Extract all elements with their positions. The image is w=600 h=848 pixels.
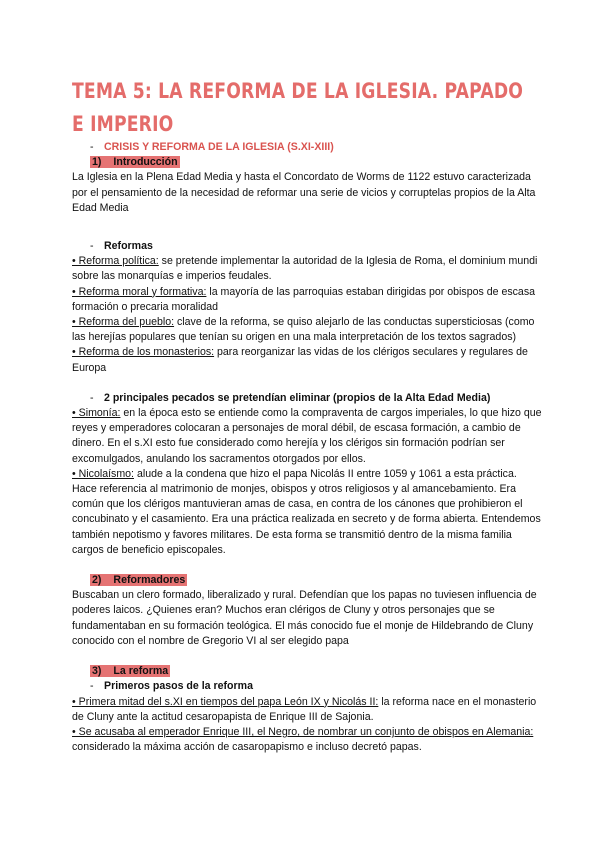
dash-bullet: - <box>90 680 94 693</box>
reformas-heading-text: Reformas <box>104 240 153 253</box>
reforma-politica-text: se pretende implementar la autoridad de la Iglesia de Roma, el dominium mundi sobre las monarquías e imperios feudales. <box>72 255 538 283</box>
dash-bullet: - <box>90 391 94 404</box>
intro-highlight <box>90 156 180 168</box>
section-heading-pecados <box>72 391 542 406</box>
reforma-politica-item <box>72 254 542 284</box>
reforma-pueblo-label: • Reforma del pueblo: <box>72 316 175 329</box>
reforma-moral-label: • Reforma moral y formativa: <box>72 285 207 298</box>
section-heading-crisis <box>72 140 542 155</box>
dash-bullet: - <box>90 240 94 253</box>
acusaba-text: considerado la máxima acción de casaropapismo e incluso decretó papas. <box>72 741 422 754</box>
acusaba-item <box>72 725 542 755</box>
intro-number: 1) <box>92 156 102 169</box>
dash-bullet: - <box>90 141 94 153</box>
reforma-politica-label: • Reforma política: <box>72 255 159 268</box>
section-heading-primeros <box>72 679 542 694</box>
pecados-heading-text: 2 principales pecados se pretendían eliminar (propios de la Alta Edad Media) <box>104 391 491 404</box>
intro-paragraph: La Iglesia en la Plena Edad Media y hasta el Concordato de Worms de 1122 estuvo caracterizada por el pensamiento de la necesidad de reformar una serie de vicios y corruptelas propios de la Alta Edad Media <box>72 171 536 214</box>
section-heading-reformas <box>72 239 542 254</box>
crisis-heading-text: CRISIS Y REFORMA DE LA IGLESIA (S.XI-XIII) <box>104 141 334 153</box>
page-title: TEMA 5: LA REFORMA DE LA IGLESIA. PAPADO E IMPERIO <box>72 79 524 136</box>
reforma-moral-text: la mayoría de las parroquias estaban dirigidas por obispos de escasa formación o precaria moralidad <box>72 285 536 313</box>
reforma-monasterios-label: • Reforma de los monasterios: <box>72 346 215 359</box>
intro-heading-text: Introducción <box>113 156 178 169</box>
nicolaismo-label: • Nicolaísmo: <box>72 467 134 480</box>
section-heading-reformadores <box>72 573 542 588</box>
acusaba-label: • Se acusaba al emperador Enrique III, el Negro, de nombrar un conjunto de obispos en Alemania: <box>72 725 534 738</box>
reformadores-highlight <box>90 574 187 586</box>
reforma-monasterios-item <box>72 345 542 375</box>
section-heading-reforma <box>72 664 542 679</box>
reforma-pueblo-item <box>72 315 542 345</box>
reforma-highlight <box>90 665 170 677</box>
reforma-monasterios-text: para reorganizar las vidas de los clérigos seculares y regulares de Europa <box>72 346 528 374</box>
reformadores-number: 2) <box>92 574 102 587</box>
primera-mitad-item <box>72 695 542 725</box>
reformadores-heading-text: Reformadores <box>113 574 186 587</box>
simonia-text: en la época esto se entiende como la compraventa de cargos imperiales, lo que hizo que reyes y emperadores colocaran a personajes de moral débil, de escasa formación, a cambio de dinero. En el s.XI esto fue considerado como herejía y los clérigos sin formación podrían ser excomulgados, anulando los sacramentos otorgados por ellos. <box>72 407 542 465</box>
reforma-number: 3) <box>92 665 102 678</box>
reforma-pueblo-text: clave de la reforma, se quiso alejarlo de las conductas supersticiosas (como las herejías populares que tenían su origen en una mala interpretación de los textos sagrados) <box>72 316 535 344</box>
primeros-heading-text: Primeros pasos de la reforma <box>104 680 253 693</box>
reforma-heading-text: La reforma <box>113 665 169 678</box>
primera-mitad-label: • Primera mitad del s.XI en tiempos del papa León IX y Nicolás II: <box>72 695 379 708</box>
reformadores-paragraph: Buscaban un clero formado, liberalizado y rural. Defendían que los papas no tuviesen influencia de poderes laicos. ¿Quienes eran? Muchos eran clérigos de Cluny y otros personajes que se fundamentaban en su formación teológica. El más conocido fue el monje de Hildebrando de Cluny conocido con el nombre de Gregorio VI al ser elegido papa <box>72 589 537 647</box>
primera-mitad-text: la reforma nace en el monasterio de Cluny ante la actitud cesaropapista de Enrique III de Sajonia. <box>72 695 537 723</box>
simonia-item <box>72 406 542 467</box>
simonia-label: • Simonía: <box>72 407 121 420</box>
nicolaismo-text: alude a la condena que hizo el papa Nicolás II entre 1059 y 1061 a esta práctica. Hace referencia al matrimonio de monjes, obispos y otros religiosos y al amancebamiento. Era común que los clérigos mantuvieran amas de casa, en contra de los cánones que prohibieron el concubinato y el casamiento. Era una práctica realizada en secreto y de forma abierta. Entendemos también nepotismo y favores militares. De esta forma se transmitió dentro de la misma familia cargos de beneficio episcopales. <box>72 467 541 556</box>
nicolaismo-item <box>72 467 542 558</box>
section-heading-intro <box>72 155 542 170</box>
document-body <box>72 140 542 755</box>
reforma-moral-item <box>72 285 542 315</box>
